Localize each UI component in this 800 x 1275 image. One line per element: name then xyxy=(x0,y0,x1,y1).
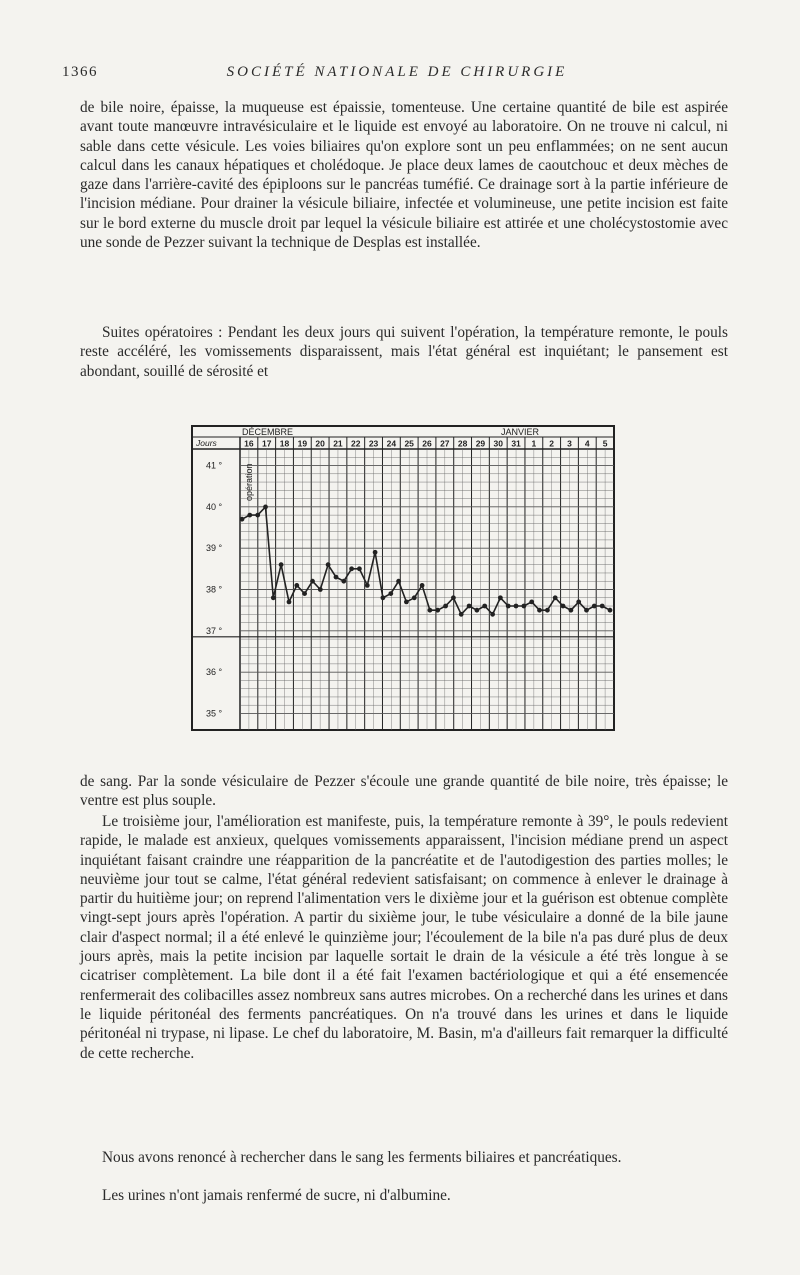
operation-annotation: opération xyxy=(243,463,254,501)
paragraph-2: Suites opératoires : Pendant les deux jours qui suivent l'opération, la température remonte, le pouls reste accéléré, les vomissements disparaissent, mais l'état général est inquiétant; le pansement est abondant, souillé de sérosité et xyxy=(80,324,728,380)
temperature-point xyxy=(490,612,495,617)
temperature-point xyxy=(294,583,299,588)
temperature-point xyxy=(388,591,393,596)
day-label: 16 xyxy=(244,438,254,449)
day-label: 23 xyxy=(368,438,379,449)
day-label: 21 xyxy=(333,438,343,449)
temperature-point xyxy=(529,600,534,605)
temperature-point xyxy=(569,608,574,613)
temperature-point xyxy=(334,575,339,580)
day-label: 22 xyxy=(351,438,361,449)
y-tick-label: 37 ° xyxy=(206,625,223,636)
temperature-point xyxy=(600,604,605,609)
page-header xyxy=(62,64,732,86)
day-label: 19 xyxy=(297,438,308,449)
temperature-point xyxy=(310,579,315,584)
temperature-point xyxy=(435,608,440,613)
month-label-january: JANVIER xyxy=(500,427,539,437)
temperature-chart-svg xyxy=(190,418,622,736)
running-title: SOCIÉTÉ NATIONALE DE CHIRURGIE xyxy=(226,64,568,80)
temperature-point xyxy=(506,604,511,609)
temperature-point xyxy=(396,579,401,584)
day-label: 25 xyxy=(404,438,414,449)
temperature-point xyxy=(553,595,558,600)
temperature-point xyxy=(373,550,378,555)
day-label: 24 xyxy=(386,438,397,449)
temperature-point xyxy=(428,608,433,613)
temperature-point xyxy=(381,595,386,600)
temperature-point xyxy=(467,604,472,609)
chart-frame xyxy=(192,426,614,730)
temperature-point xyxy=(443,604,448,609)
page-number: 1366 xyxy=(62,64,98,80)
paragraph-6: Les urines n'ont jamais renfermé de sucre, ni d'albumine. xyxy=(102,1187,451,1204)
temperature-point xyxy=(576,600,581,605)
temperature-point xyxy=(349,566,354,571)
temperature-point xyxy=(263,505,268,510)
day-label: 26 xyxy=(422,438,432,449)
day-label: 30 xyxy=(493,438,503,449)
y-tick-label: 38 ° xyxy=(206,584,223,595)
temperature-chart xyxy=(190,418,622,736)
day-label: 3 xyxy=(567,438,572,449)
day-label: 31 xyxy=(511,438,521,449)
paragraph-4: Le troisième jour, l'amélioration est manifeste, puis, la température remonte à 39°, le pouls redevient rapide, le malade est anxieux, quelques vomissements apparaissent, l'incision médiane prend un aspect inquiétant faisant craindre une réapparition de la pancréatite et de l'autodigestion des parties molles; le neuvième jour tout se calme, l'état général redevient satisfaisant; on commence à enlever le drainage à partir du huitième jour; on reprend l'alimentation vers le dixième jour et la guérison est obtenue complète vingt-sept jours après l'opération. A partir du sixième jour, le tube vésiculaire a donné de la bile jaune clair d'aspect normal; il a été enlevé le quinzième jour; l'écoulement de la bile n'a pas duré plus de deux jours après, mais la petite incision par laquelle sortait le drain de la vésicule a été très longue à se cicatriser complètement. La bile dont il a été fait l'examen bactériologique et qui a été ensemencée renfermerait des colibacilles assez nombreux sans autres microbes. On a recherché dans les urines et dans le liquide péritonéal des ferments pancréatiques. On n'a trouvé dans les urines et dans le liquide péritonéal ni trypase, ni lipase. Le chef du laboratoire, M. Basin, m'a d'ailleurs fait remarquer la difficulté de cette recherche. xyxy=(80,813,728,1062)
day-label: 17 xyxy=(261,438,272,449)
paragraph-5: Nous avons renoncé à rechercher dans le sang les ferments biliaires et pancréatiques. xyxy=(102,1149,622,1166)
day-label: 4 xyxy=(584,438,590,449)
y-tick-label: 41 ° xyxy=(206,460,223,471)
temperature-point xyxy=(475,608,480,613)
days-row-label: Jours xyxy=(196,438,217,448)
day-label: 2 xyxy=(549,438,555,449)
temperature-point xyxy=(420,583,425,588)
temperature-point xyxy=(279,562,284,567)
temperature-point xyxy=(459,612,464,617)
day-label: 27 xyxy=(440,438,450,449)
temperature-point xyxy=(592,604,597,609)
temperature-point xyxy=(482,604,487,609)
day-label: 1 xyxy=(531,438,537,449)
temperature-point xyxy=(584,608,589,613)
temperature-point xyxy=(522,604,527,609)
temperature-point xyxy=(255,513,260,518)
paragraph-1: de bile noire, épaisse, la muqueuse est épaissie, tomenteuse. Une certaine quantité de bile est aspirée avant toute manœuvre intravésiculaire et le liquide est envoyé au laboratoire. On ne trouve ni calcul, ni sable dans cette vésicule. Les voies biliaires qu'on explore sont un peu enflammées; on ne sent aucun calcul dans les canaux hépatiques et cholédoque. Je place deux lames de caoutchouc et deux mèches de gaze dans l'arrière-cavité des épiploons sur le pancréas tuméfié. Ce drainage sort à la partie inférieure de l'incision médiane. Pour drainer la vésicule biliaire, infectée et volumineuse, une petite incision est faite sur le bord externe du muscle droit par lequel la vésicule biliaire est attirée et une cholécystostomie avec une sonde de Pezzer suivant la technique de Desplas est installée. xyxy=(80,99,728,252)
temperature-point xyxy=(608,608,613,613)
temperature-point xyxy=(537,608,542,613)
temperature-point xyxy=(514,604,519,609)
temperature-point xyxy=(287,600,292,605)
day-label: 20 xyxy=(315,438,325,449)
temperature-point xyxy=(247,513,252,518)
temperature-point xyxy=(404,600,409,605)
temperature-point xyxy=(498,595,503,600)
temperature-point xyxy=(271,595,276,600)
y-tick-label: 36 ° xyxy=(206,667,223,678)
temperature-point xyxy=(561,604,566,609)
temperature-point xyxy=(545,608,550,613)
y-tick-label: 35 ° xyxy=(206,708,223,719)
temperature-point xyxy=(412,595,417,600)
y-tick-label: 39 ° xyxy=(206,543,223,554)
temperature-point xyxy=(341,579,346,584)
temperature-point xyxy=(451,595,456,600)
paragraph-3: de sang. Par la sonde vésiculaire de Pezzer s'écoule une grande quantité de bile noire, très épaisse; le ventre est plus souple. xyxy=(80,773,728,810)
temperature-point xyxy=(302,591,307,596)
day-label: 5 xyxy=(602,438,608,449)
y-tick-label: 40 ° xyxy=(206,501,223,512)
temperature-point xyxy=(318,587,323,592)
day-label: 28 xyxy=(457,438,468,449)
temperature-point xyxy=(326,562,331,567)
month-label-december: DÉCEMBRE xyxy=(242,427,294,437)
temperature-point xyxy=(357,566,362,571)
temperature-point xyxy=(365,583,370,588)
temperature-point xyxy=(240,517,245,522)
day-label: 18 xyxy=(279,438,290,449)
day-label: 29 xyxy=(475,438,486,449)
